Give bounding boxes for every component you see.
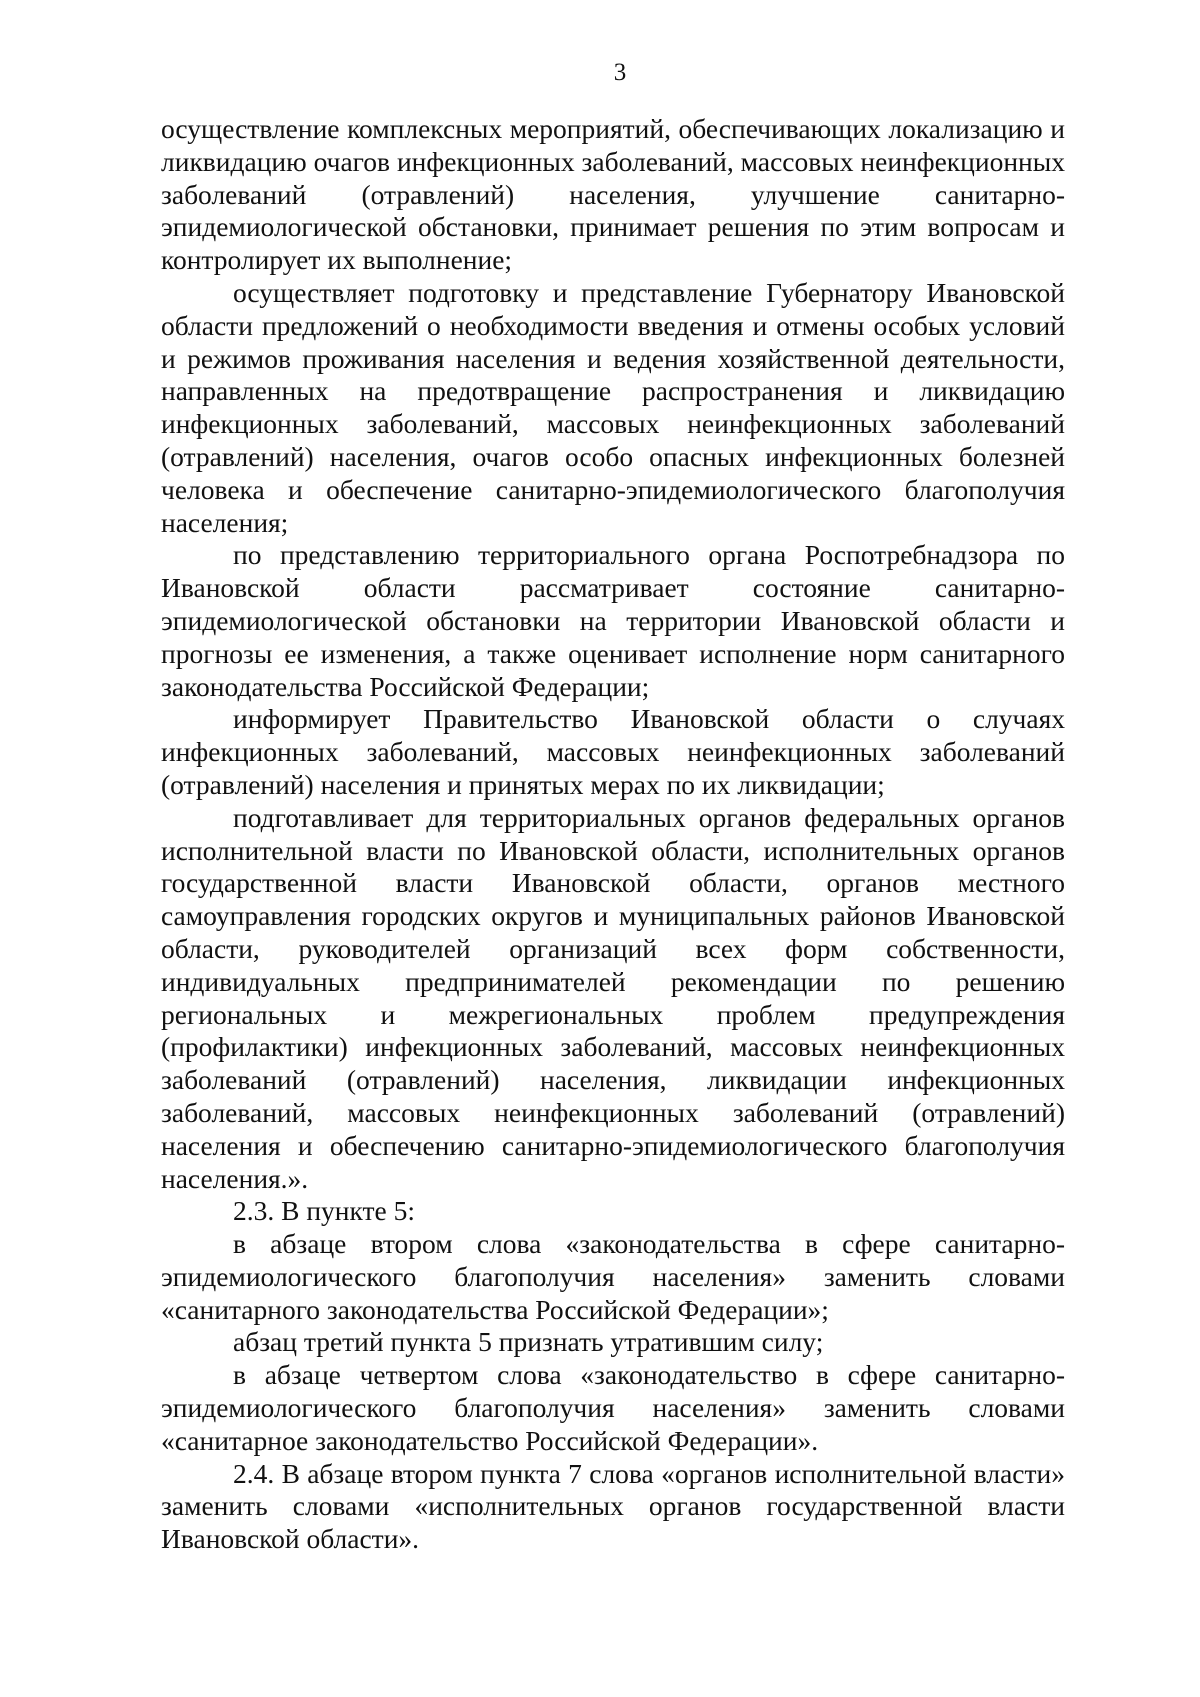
section-heading: 2.3. В пункте 5: <box>233 1195 416 1227</box>
paragraph: абзац третий пункта 5 признать утратившим силу; <box>233 1326 824 1358</box>
paragraph: 2.4. В абзаце втором пункта 7 слова «органов исполнительной власти» заменить словами «исполнительных органов государственной власти Ивановской области». <box>161 1457 1065 1555</box>
page-number: 3 <box>613 59 627 86</box>
paragraph: в абзаце четвертом слова «законодательство в сфере санитарно-эпидемиологического благополучия населения» заменить словами «санитарное законодательство Российской Федерации». <box>161 1359 1065 1456</box>
paragraph: информирует Правительство Ивановской области о случаях инфекционных заболеваний, массовых неинфекционных заболеваний (отравлений) населения и принятых мерах по их ликвидации; <box>161 703 1065 800</box>
paragraph: подготавливает для территориальных органов федеральных органов исполнительной власти по Ивановской области, исполнительных органов государственной власти Ивановской области, органов местного самоуправления городских округов и муниципальных районов Ивановской области, руководителей организаций всех форм собственности, индивидуальных предпринимателей рекомендации по решению региональных и межрегиональных проблем предупреждения (профилактики) инфекционных заболеваний, массовых неинфекционных заболеваний (отравлений) населения, ликвидации инфекционных заболеваний, массовых неинфекционных заболеваний (отравлений) населения и обеспечению санитарно-эпидемиологического благополучия населения.». <box>161 801 1065 1194</box>
paragraph: по представлению территориального органа Роспотребнадзора по Ивановской области рассматривает состояние санитарно-эпидемиологической обстановки на территории Ивановской области и прогнозы ее изменения, а также оценивает исполнение норм санитарного законодательства Российской Федерации; <box>161 539 1065 702</box>
paragraph: осуществление комплексных мероприятий, обеспечивающих локализацию и ликвидацию очагов инфекционных заболеваний, массовых неинфекционных заболеваний (отравлений) населения, улучшение санитарно-эпидемиологической обстановки, принимает решения по этим вопросам и контролирует их выполнение; <box>161 113 1065 276</box>
paragraph: в абзаце втором слова «законодательства в сфере санитарно-эпидемиологического благополучия населения» заменить словами «санитарного законодательства Российской Федерации»; <box>161 1228 1065 1325</box>
paragraph: осуществляет подготовку и представление Губернатору Ивановской области предложений о необходимости введения и отмены особых условий и режимов проживания населения и ведения хозяйственной деятельности, направленных на предотвращение распространения и ликвидацию инфекционных заболеваний, массовых неинфекционных заболеваний (отравлений) населения, очагов особо опасных инфекционных болезней человека и обеспечение санитарно-эпидемиологического благополучия населения; <box>161 276 1065 538</box>
document-body <box>161 113 1065 1556</box>
